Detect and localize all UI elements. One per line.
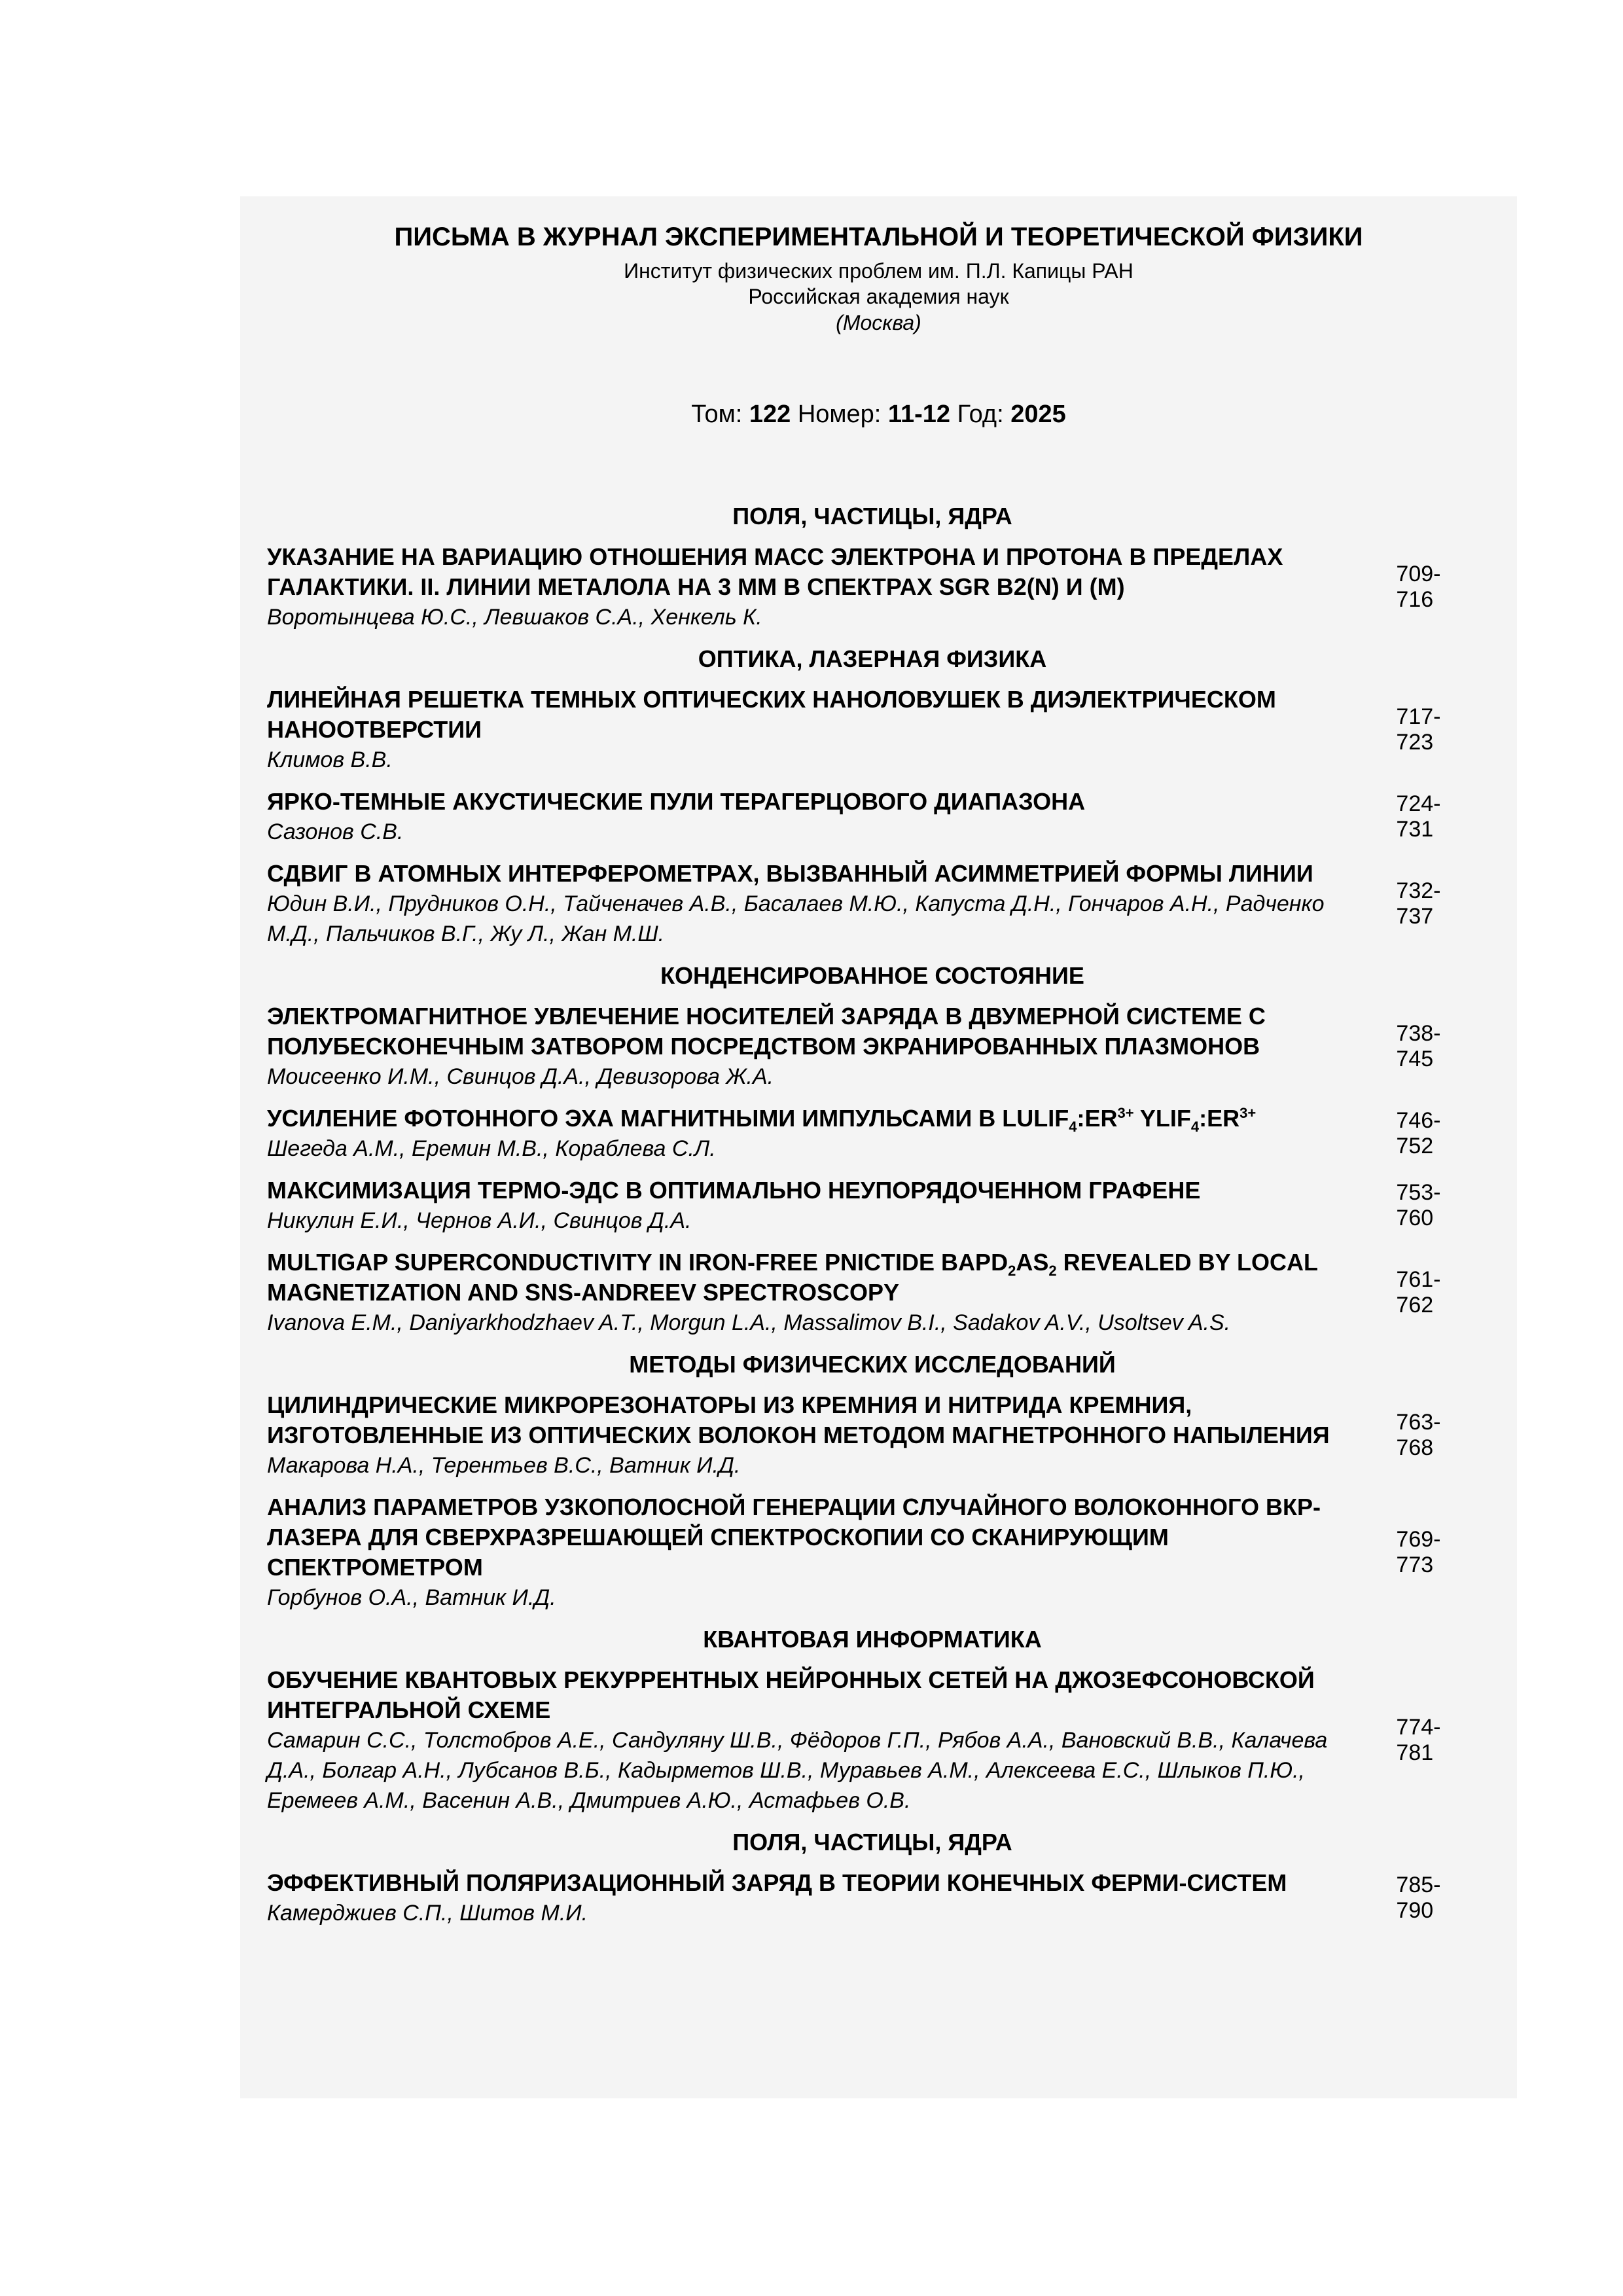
article-authors: Ivanova E.M., Daniyarkhodzhaev A.T., Morgun L.A., Massalimov B.I., Sadakov A.V., Usoltsev A.S. [267, 1310, 1231, 1335]
city: (Москва) [836, 311, 921, 334]
article-pages: 732-737 [1396, 878, 1441, 929]
title-text: YLIF [1133, 1105, 1191, 1132]
article-title[interactable]: ЛИНЕЙНАЯ РЕШЕТКА ТЕМНЫХ ОПТИЧЕСКИХ НАНОЛОВУШЕК В ДИЭЛЕКТРИЧЕСКОМ НАНООТВЕРСТИИ [267, 686, 1276, 743]
institute: Институт физических проблем им. П.Л. Капицы РАН [624, 259, 1133, 283]
article-pages: 717-723 [1396, 704, 1441, 755]
article-pages: 709-716 [1396, 562, 1441, 612]
subscript: 4 [1069, 1119, 1077, 1136]
volume: 122 [749, 401, 791, 428]
table-of-contents [267, 501, 1478, 1940]
section-heading: КВАНТОВАЯ ИНФОРМАТИКА [703, 1626, 1042, 1653]
number-label: Номер: [797, 401, 882, 428]
section-heading: МЕТОДЫ ФИЗИЧЕСКИХ ИССЛЕДОВАНИЙ [629, 1351, 1116, 1378]
subscript: 4 [1190, 1119, 1200, 1136]
toc-entry [267, 859, 1478, 949]
toc-entry [267, 542, 1478, 632]
article-authors: Макарова Н.А., Терентьев В.С., Ватник И.Д. [267, 1453, 741, 1478]
superscript: 3+ [1240, 1105, 1257, 1121]
title-text: MULTIGAP SUPERCONDUCTIVITY IN IRON-FREE PNICTIDE BAPD [267, 1249, 1008, 1276]
article-title[interactable]: АНАЛИЗ ПАРАМЕТРОВ УЗКОПОЛОСНОЙ ГЕНЕРАЦИИ СЛУЧАЙНОГО ВОЛОКОННОГО ВКР-ЛАЗЕРА ДЛЯ СВЕРХРАЗРЕШАЮЩЕЙ СПЕКТРОСКОПИИ СО СКАНИРУЮЩИМ СПЕКТРОМЕТРОМ [267, 1494, 1321, 1581]
article-title[interactable]: УКАЗАНИЕ НА ВАРИАЦИЮ ОТНОШЕНИЯ МАСС ЭЛЕКТРОНА И ПРОТОНА В ПРЕДЕЛАХ ГАЛАКТИКИ. II. ЛИНИИ МЕТАЛОЛА НА 3 ММ В СПЕКТРАХ SGR B2(N) И (M) [267, 543, 1283, 600]
article-authors: Никулин Е.И., Чернов А.И., Свинцов Д.А. [267, 1208, 692, 1233]
journal-title: ПИСЬМА В ЖУРНАЛ ЭКСПЕРИМЕНТАЛЬНОЙ И ТЕОРЕТИЧЕСКОЙ ФИЗИКИ [394, 223, 1363, 251]
section-heading: ПОЛЯ, ЧАСТИЦЫ, ЯДРА [732, 503, 1012, 529]
article-authors: Климов В.В. [267, 747, 393, 772]
article-title[interactable]: ЭЛЕКТРОМАГНИТНОЕ УВЛЕЧЕНИЕ НОСИТЕЛЕЙ ЗАРЯДА В ДВУМЕРНОЙ СИСТЕМЕ С ПОЛУБЕСКОНЕЧНЫМ ЗАТВОРОМ ПОСРЕДСТВОМ ЭКРАНИРОВАННЫХ ПЛАЗМОНОВ [267, 1003, 1266, 1060]
year: 2025 [1010, 401, 1066, 428]
subscript: 2 [1048, 1263, 1057, 1280]
academy: Российская академия наук [748, 285, 1009, 308]
article-authors: Камерджиев С.П., Шитов М.И. [267, 1901, 588, 1926]
article-authors: Юдин В.И., Прудников О.Н., Тайченачев А.В., Басалаев М.Ю., Капуста Д.Н., Гончаров А.Н., Радченко М.Д., Пальчиков В.Г., Жу Л., Жан М.Ш. [267, 891, 1325, 946]
title-text: REVEALED BY LOCAL MAGNETIZATION AND SNS-ANDREEV SPECTROSCOPY [267, 1249, 1318, 1306]
article-pages: 746-752 [1396, 1108, 1441, 1158]
article-pages: 724-731 [1396, 791, 1441, 842]
superscript: 3+ [1117, 1105, 1134, 1121]
article-authors: Горбунов О.А., Ватник И.Д. [267, 1585, 556, 1610]
article-title[interactable]: ЯРКО-ТЕМНЫЕ АКУСТИЧЕСКИЕ ПУЛИ ТЕРАГЕРЦОВОГО ДИАПАЗОНА [267, 788, 1086, 815]
article-authors: Самарин С.С., Толстобров А.Е., Сандуляну Ш.В., Фёдоров Г.П., Рябов А.А., Вановский В.В., Калачева Д.А., Болгар А.Н., Лубсанов В.Б., Кадырметов Ш.В., Муравьев А.М., Алексеева Е.С., Шлыков П.Ю., Еремеев А.М., Васенин А.В., Дмитриев А.Ю., Астафьев О.В. [267, 1728, 1328, 1813]
article-title[interactable] [267, 1247, 1351, 1308]
article-pages: 769-773 [1396, 1527, 1441, 1577]
title-text: :ER [1199, 1105, 1240, 1132]
toc-entry [267, 787, 1478, 847]
issue-info [240, 401, 1517, 429]
article-title[interactable]: МАКСИМИЗАЦИЯ ТЕРМО-ЭДС В ОПТИМАЛЬНО НЕУПОРЯДОЧЕННОМ ГРАФЕНЕ [267, 1177, 1201, 1204]
title-text: AS [1016, 1249, 1049, 1276]
toc-panel [240, 196, 1517, 2098]
toc-entry [267, 1868, 1478, 1928]
article-pages: 785-790 [1396, 1873, 1441, 1923]
toc-entry [267, 1001, 1478, 1092]
number: 11-12 [887, 401, 951, 428]
section-heading: ОПТИКА, ЛАЗЕРНАЯ ФИЗИКА [698, 645, 1047, 672]
article-authors: Моисеенко И.М., Свинцов Д.А., Девизорова Ж.А. [267, 1064, 774, 1089]
article-pages: 738-745 [1396, 1021, 1441, 1071]
article-authors: Сазонов С.В. [267, 819, 404, 844]
year-label: Год: [957, 401, 1004, 428]
article-title[interactable]: ЦИЛИНДРИЧЕСКИЕ МИКРОРЕЗОНАТОРЫ ИЗ КРЕМНИЯ И НИТРИДА КРЕМНИЯ, ИЗГОТОВЛЕННЫЕ ИЗ ОПТИЧЕСКИХ ВОЛОКОН МЕТОДОМ МАГНЕТРОННОГО НАПЫЛЕНИЯ [267, 1391, 1330, 1448]
toc-entry [267, 1665, 1478, 1816]
toc-entry [267, 1103, 1478, 1164]
article-title[interactable]: СДВИГ В АТОМНЫХ ИНТЕРФЕРОМЕТРАХ, ВЫЗВАННЫЙ АСИММЕТРИЕЙ ФОРМЫ ЛИНИИ [267, 860, 1313, 887]
title-text: :ER [1077, 1105, 1118, 1132]
article-title[interactable]: ЭФФЕКТИВНЫЙ ПОЛЯРИЗАЦИОННЫЙ ЗАРЯД В ТЕОРИИ КОНЕЧНЫХ ФЕРМИ-СИСТЕМ [267, 1869, 1287, 1896]
toc-entry [267, 1390, 1478, 1480]
title-text: УСИЛЕНИЕ ФОТОННОГО ЭХА МАГНИТНЫМИ ИМПУЛЬСАМИ В LULIF [267, 1105, 1069, 1132]
article-pages: 763-768 [1396, 1410, 1441, 1460]
subscript: 2 [1008, 1263, 1016, 1280]
section-heading: ПОЛЯ, ЧАСТИЦЫ, ЯДРА [732, 1829, 1012, 1856]
article-title[interactable] [267, 1103, 1351, 1134]
toc-entry [267, 1175, 1478, 1236]
article-pages: 761-762 [1396, 1267, 1441, 1318]
article-pages: 753-760 [1396, 1180, 1441, 1230]
volume-label: Том: [691, 401, 743, 428]
section-heading: КОНДЕНСИРОВАННОЕ СОСТОЯНИЕ [660, 962, 1084, 989]
toc-entry [267, 685, 1478, 775]
article-title[interactable]: ОБУЧЕНИЕ КВАНТОВЫХ РЕКУРРЕНТНЫХ НЕЙРОННЫХ СЕТЕЙ НА ДЖОЗЕФСОНОВСКОЙ ИНТЕГРАЛЬНОЙ СХЕМЕ [267, 1666, 1315, 1723]
article-authors: Воротынцева Ю.С., Левшаков С.А., Хенкель К. [267, 605, 762, 630]
toc-entry [267, 1247, 1478, 1338]
toc-entry [267, 1492, 1478, 1613]
article-pages: 774-781 [1396, 1715, 1441, 1765]
article-authors: Шегеда А.М., Еремин М.В., Кораблева С.Л. [267, 1136, 716, 1161]
